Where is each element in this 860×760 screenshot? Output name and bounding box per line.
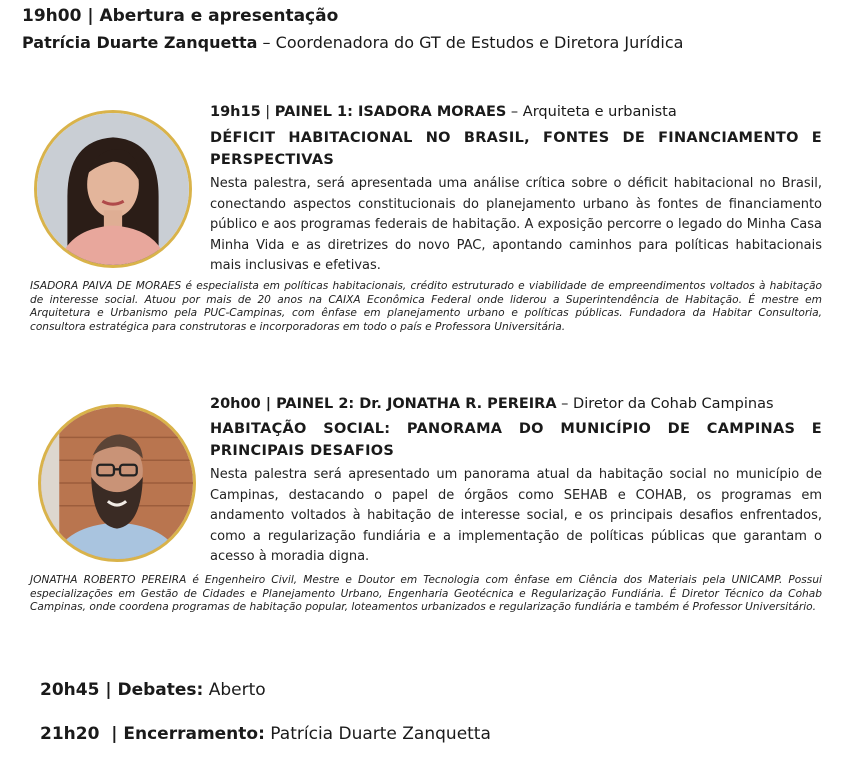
opening-presenter — [22, 33, 683, 52]
panel-2-heading — [210, 396, 774, 412]
panel-2-description: Nesta palestra será apresentado um panorama atual da habitação social no município de Campinas, destacando o papel de órgãos como SEHAB e COHAB, os programas em andamento voltados à habitação de interesse social, e os principais desafios enfrentados, como a regularização fundiária e a implementação de políticas públicas que garantam o acesso à moradia digna. — [210, 467, 822, 565]
panel-1-speaker-bio: ISADORA PAIVA DE MORAES é especialista em políticas habitacionais, crédito estruturado e viabilidade de empreendimentos voltados à habitação de interesse social. Atuou por mais de 20 anos na CAIXA Econômica Federal onde liderou a Superintendência de Habitação. É mestre em Arquitetura e Urbanismo pela PUC-Campinas, com ênfase em planejamento urbano e políticas públicas. Fundadora da Habitar Consultoria, consultora estratégica para construtoras e incorporadoras em todo o país e Professora Universitária. — [30, 280, 822, 333]
opening-presenter-role: – Coordenadora do GT de Estudos e Diretora Jurídica — [257, 33, 684, 52]
panel-1-description: Nesta palestra, será apresentada uma análise crítica sobre o déficit habitacional no Brasil, conectando aspectos constitucionais do planejamento urbano às fontes de financiamento público e aos programas federais de habitação. A exposição percorre o legado do Minha Casa Minha Vida e as diretrizes do novo PAC, apontando caminhos para políticas habitacionais mais inclusivas e efetivas. — [210, 176, 822, 274]
speaker-1-portrait-icon — [37, 113, 189, 265]
panel-1-heading — [210, 104, 677, 120]
debates-item — [40, 680, 266, 700]
panel-2-time: 20h00 — [210, 396, 261, 412]
panel-1-title: DÉFICIT HABITACIONAL NO BRASIL, FONTES DE FINANCIAMENTO E PERSPECTIVAS — [210, 130, 822, 168]
debates-value: Aberto — [203, 680, 266, 700]
debates-label: 20h45 | Debates: — [40, 680, 204, 700]
panel-2-role: – Diretor da Cohab Campinas — [556, 396, 774, 412]
panel-2-speaker-bio: JONATHA ROBERTO PEREIRA é Engenheiro Civil, Mestre e Doutor em Tecnologia com ênfase em Ciência dos Materiais pela UNICAMP. Possui especializações em Gestão de Cidades e Planejamento Urbano, Engenharia Geotécnica e Regularização Fundiária. É Diretor Técnico da Cohab Campinas, onde coordena programas de habitação popular, loteamentos urbanizados e regularização fundiária e também é Professor Universitário. — [30, 574, 822, 613]
panel-1-separator: | — [260, 104, 275, 120]
panel-1-role: – Arquiteta e urbanista — [506, 104, 677, 120]
closing-value: Patrícia Duarte Zanquetta — [264, 724, 491, 744]
closing-label: 21h20 | Encerramento: — [40, 724, 265, 744]
opening-time-title: 19h00 | Abertura e apresentação — [22, 6, 339, 26]
panel-2-speaker: PAINEL 2: Dr. JONATHA R. PEREIRA — [276, 396, 557, 412]
speaker-2-portrait-icon — [41, 407, 193, 559]
speaker-1-photo — [34, 110, 192, 268]
opening-presenter-name: Patrícia Duarte Zanquetta — [22, 33, 258, 52]
panel-1-speaker: PAINEL 1: ISADORA MORAES — [274, 104, 507, 120]
closing-item — [40, 724, 491, 744]
panel-1-time: 19h15 — [210, 104, 261, 120]
panel-2-title: HABITAÇÃO SOCIAL: PANORAMA DO MUNICÍPIO DE CAMPINAS E PRINCIPAIS DESAFIOS — [210, 421, 822, 459]
speaker-2-photo — [38, 404, 196, 562]
panel-2-separator: | — [260, 396, 277, 412]
